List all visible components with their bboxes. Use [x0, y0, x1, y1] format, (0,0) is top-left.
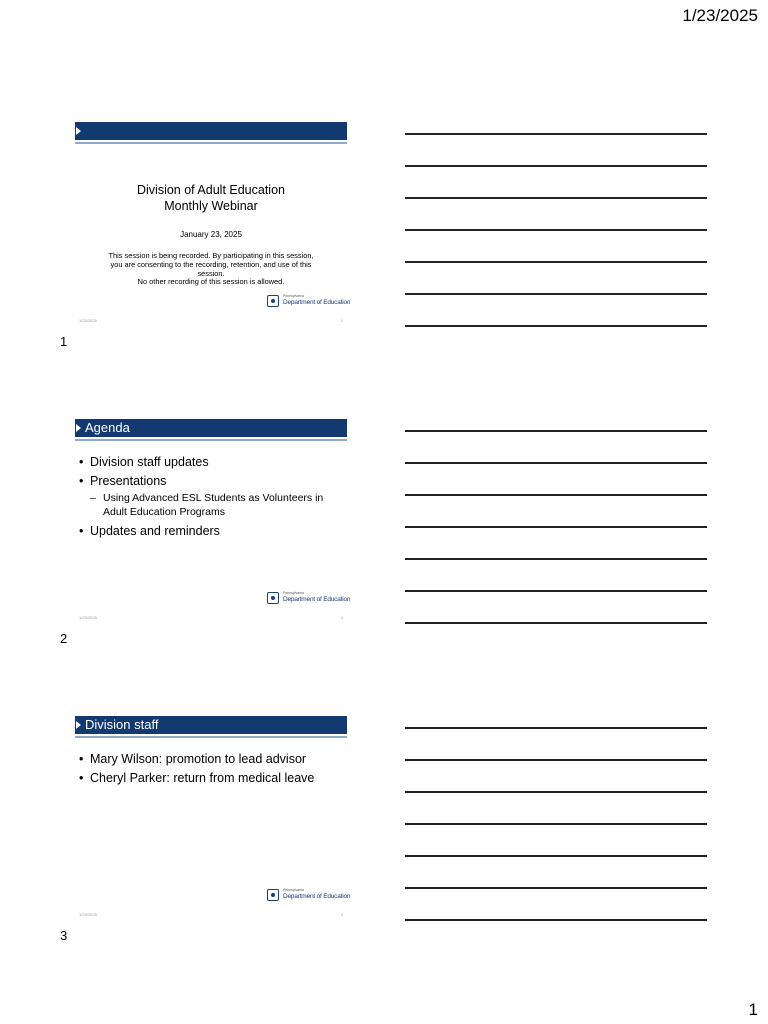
note-line: [405, 759, 707, 761]
slide-label: 1: [60, 334, 68, 349]
slide-2: [75, 419, 351, 620]
slide-title: Division of Adult Education Monthly Webinar: [136, 183, 285, 213]
slide-title-bar: [75, 122, 347, 140]
slide-footer-number: 2: [340, 615, 343, 620]
slide-heading: Agenda: [85, 420, 130, 435]
note-line: [405, 590, 707, 592]
note-line: [405, 494, 707, 496]
note-line: [405, 165, 707, 167]
list-item: • Cheryl Parker: return from medical leave: [79, 771, 345, 785]
note-line: [405, 293, 707, 295]
page-date: 1/23/2025: [682, 6, 758, 25]
note-line: [405, 622, 707, 624]
note-line: [405, 430, 707, 432]
note-line: [405, 791, 707, 793]
note-line: [405, 526, 707, 528]
sub-bullet-list: [90, 491, 345, 519]
note-line: [405, 823, 707, 825]
note-line: [405, 325, 707, 327]
bullet-list: [79, 455, 345, 543]
department-logo: Pennsylvania Department of Education: [267, 591, 347, 605]
slide-3: [75, 716, 351, 917]
note-line: [405, 558, 707, 560]
slide-footer-number: 3: [340, 912, 343, 917]
department-logo: Pennsylvania Department of Education: [267, 888, 347, 902]
note-line: [405, 197, 707, 199]
department-logo: Pennsylvania Department of Education: [267, 294, 347, 308]
note-line: [405, 229, 707, 231]
note-line: [405, 727, 707, 729]
arrow-icon: [76, 424, 81, 432]
note-line: [405, 462, 707, 464]
recording-notice-2: No other recording of this session is allowed.: [137, 277, 285, 286]
list-item: • Presentations – Using Advanced ESL Students as Volunteers in Adult Education Programs: [79, 474, 345, 519]
keystone-icon: [267, 295, 279, 307]
slide-label: 2: [60, 631, 68, 646]
arrow-icon: [76, 127, 81, 135]
note-line: [405, 887, 707, 889]
list-item: • Division staff updates: [79, 455, 345, 469]
page-number: 1: [748, 1000, 758, 1019]
note-line: [405, 261, 707, 263]
slide-1: [75, 122, 351, 323]
keystone-icon: [267, 592, 279, 604]
keystone-icon: [267, 889, 279, 901]
slide-label: 3: [60, 928, 68, 943]
note-line: [405, 133, 707, 135]
sub-list-item: – Using Advanced ESL Students as Volunteers in Adult Education Programs: [90, 491, 345, 519]
slide-footer-date: 1/23/2025: [79, 615, 97, 620]
recording-notice: This session is being recorded. By participating in this session, you are consenting to the recording, retention, and use of this session.: [108, 251, 314, 278]
list-item: • Updates and reminders: [79, 524, 345, 538]
slide-footer-date: 1/23/2025: [79, 318, 97, 323]
arrow-icon: [76, 721, 81, 729]
slide-footer-date: 1/23/2025: [79, 912, 97, 917]
note-line: [405, 855, 707, 857]
bullet-list: [79, 752, 345, 790]
slide-footer-number: 1: [340, 318, 343, 323]
list-item: • Mary Wilson: promotion to lead advisor: [79, 752, 345, 766]
slide-heading: Division staff: [85, 717, 159, 732]
note-line: [405, 919, 707, 921]
slide-date: January 23, 2025: [180, 230, 242, 239]
